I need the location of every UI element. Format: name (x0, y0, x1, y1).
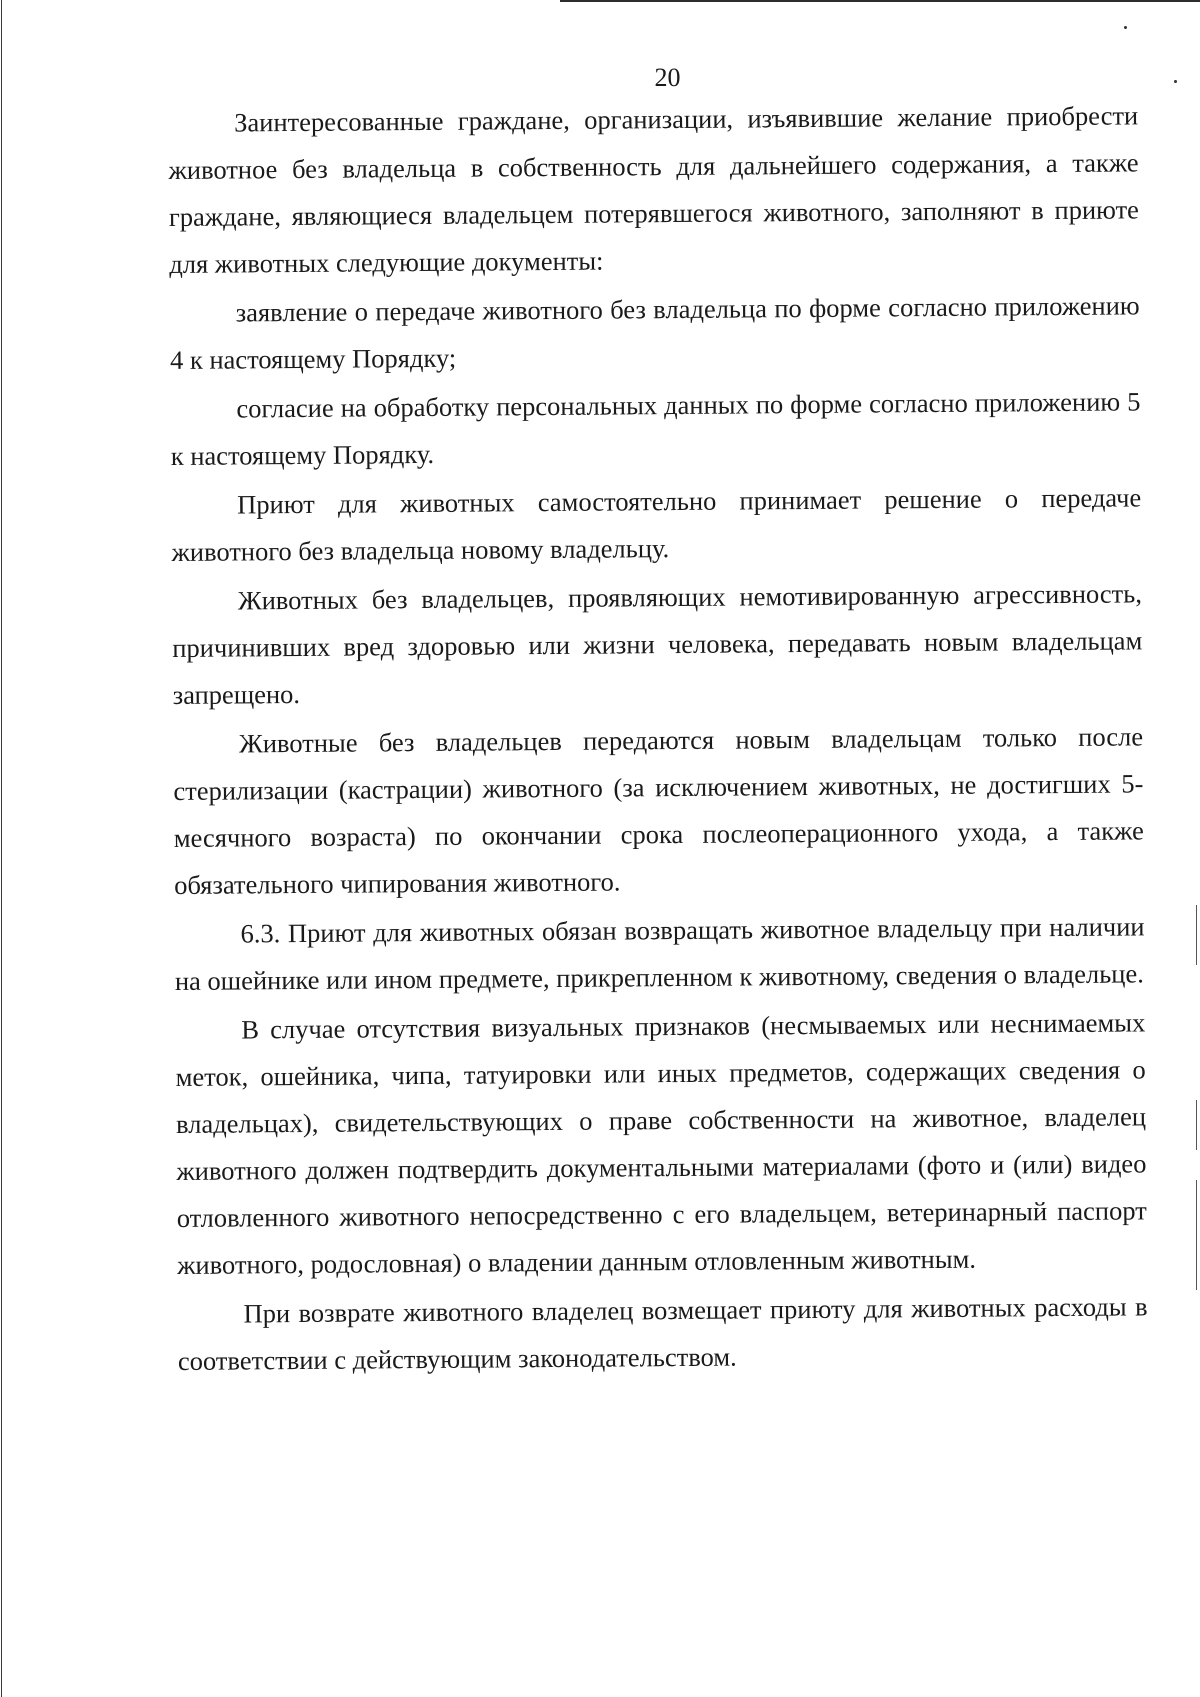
paragraph: 6.3. Приют для животных обязан возвращать животное владельцу при наличии на ошейнике или ином предмете, прикрепленном к животному, сведения о владельце. (174, 911, 1145, 996)
page-number: 20 (654, 63, 681, 92)
paragraph: заявление о передаче животного без владельца по форме согласно приложению 4 к настоящему Порядку; (169, 290, 1140, 375)
scan-edge-mark (1196, 1100, 1197, 1150)
paragraph: В случае отсутствия визуальных признаков (несмываемых или неснимаемых меток, ошейника, чипа, татуировки или иных предметов, содержащих сведения о владельцах), свидетельствующих о праве собственности на животное, владелец животного должен подтвердить документальными материалами (фото и (или) видео отловленного животного непосредственно с его владельцем, ветеринарный паспорт животного, родословная) о владении данным отловленным животным. (175, 1007, 1147, 1280)
scan-edge-left (1, 0, 2, 1697)
scan-edge-top (560, 0, 1200, 2)
scan-edge-mark (1196, 1180, 1197, 1290)
paragraph: Приют для животных самостоятельно принимает решение о передаче животного без владельца новому владельцу. (171, 482, 1142, 567)
paragraph: Заинтересованные граждане, организации, изъявившие желание приобрести животное без владельца в собственность для дальнейшего содержания, а также граждане, являющиеся владельцем потерявшегося животного, заполняют в приюте для животных следующие документы: (168, 100, 1140, 279)
body-text (168, 92, 1148, 1385)
scan-edge-mark (1196, 905, 1197, 965)
paragraph: Животных без владельцев, проявляющих немотивированную агрессивность, причинивших вред здоровью или жизни человека, передавать новым владельцам запрещено. (172, 578, 1143, 710)
paragraph: согласие на обработку персональных данных по форме согласно приложению 5 к настоящему Порядку. (170, 386, 1141, 471)
paragraph: Животные без владельцев передаются новым владельцам только после стерилизации (кастрации) животного (за исключением животных, не достигших 5-месячного возраста) по окончании срока послеоперационного ухода, а также обязательного чипирования животного. (173, 721, 1144, 900)
scan-speck (1124, 26, 1127, 29)
paragraph: При возврате животного владелец возмещает приюту для животных расходы в соответствии с действующим законодательством. (177, 1291, 1148, 1376)
